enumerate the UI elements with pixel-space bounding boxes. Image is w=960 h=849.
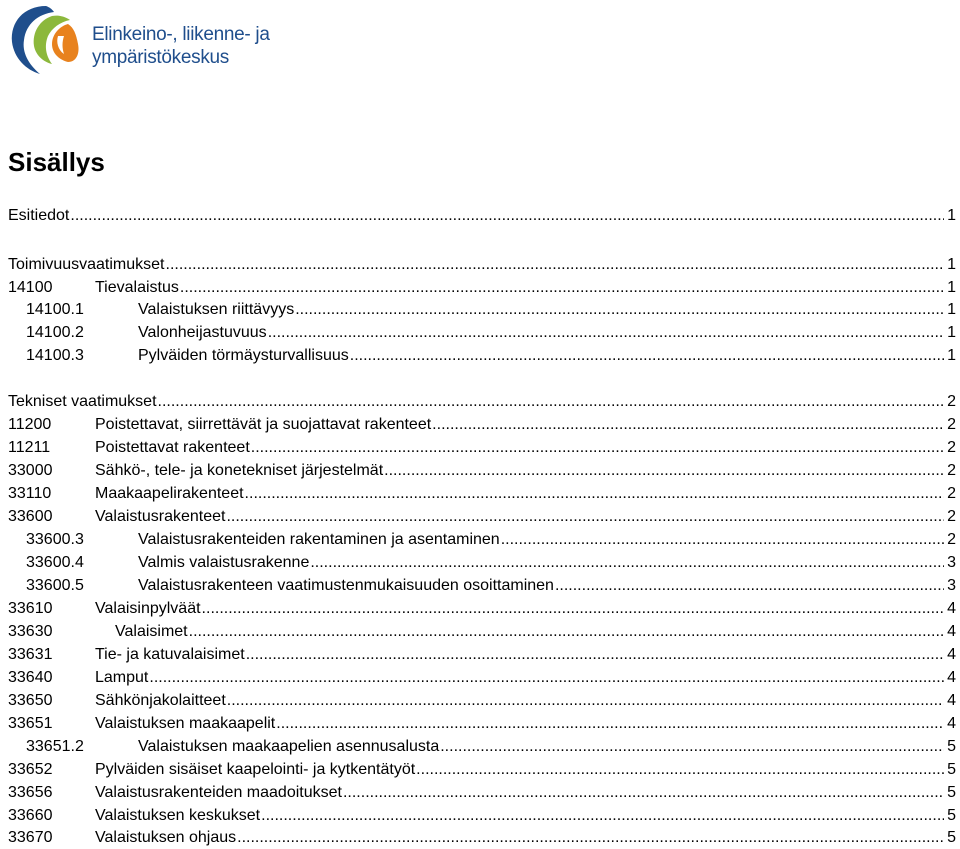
- toc-entry[interactable]: [8, 414, 956, 436]
- toc-entry-number: 33670: [8, 827, 55, 849]
- toc-entry-label: Valmis valaistusrakenne: [138, 552, 310, 574]
- toc-entry-label: Valaisinpylväät: [95, 598, 202, 620]
- toc-entry[interactable]: [8, 621, 956, 643]
- toc-entry-label: Sähkönjakolaitteet: [95, 690, 227, 712]
- toc-entry-page: 2: [944, 391, 956, 413]
- toc-entry-label: Maakaapelirakenteet: [95, 483, 245, 505]
- toc-leader-dots: [251, 437, 944, 459]
- toc-entry[interactable]: [8, 483, 956, 505]
- toc-entry-label: Valaistusrakenteiden rakentaminen ja asentaminen: [138, 529, 501, 551]
- toc-entry-label: Valaistuksen riittävyys: [138, 299, 295, 321]
- toc-entry-page: 1: [944, 299, 956, 321]
- toc-entry-page: 5: [944, 759, 956, 781]
- toc-leader-dots: [226, 506, 944, 528]
- toc-entry-label: Pylväiden sisäiset kaapelointi- ja kytkentätyöt: [95, 759, 416, 781]
- toc-entry[interactable]: [8, 529, 956, 551]
- toc-entry[interactable]: [8, 575, 956, 597]
- toc-entry-number: 33650: [8, 690, 55, 712]
- toc-leader-dots: [440, 736, 944, 758]
- toc-entry-page: 1: [944, 254, 956, 276]
- toc-leader-dots: [276, 713, 944, 735]
- toc-entry-page: 1: [944, 322, 956, 344]
- toc-entry-page: 1: [944, 277, 956, 299]
- toc-entry-label: Tekniset vaatimukset: [8, 391, 158, 413]
- toc-entry[interactable]: [8, 391, 956, 413]
- toc-entry-label: Valaistusrakenteiden maadoitukset: [95, 782, 343, 804]
- toc-leader-dots: [384, 460, 944, 482]
- toc-leader-dots: [237, 827, 944, 849]
- toc-entry-label: Valaistuksen maakaapelit: [95, 713, 276, 735]
- toc-entry[interactable]: [8, 277, 956, 299]
- toc-entry[interactable]: [8, 506, 956, 528]
- toc-entry-label: Valaistuksen maakaapelien asennusalusta: [138, 736, 440, 758]
- toc-leader-dots: [416, 759, 944, 781]
- toc-entry-number: 33600.5: [26, 575, 86, 597]
- toc-entry-number: 33631: [8, 644, 55, 666]
- toc-entry-page: 1: [944, 345, 956, 367]
- page-title: Sisällys: [8, 147, 105, 177]
- toc-entry-label: Toimivuusvaatimukset: [8, 254, 166, 276]
- toc-entry-number: 33652: [8, 759, 55, 781]
- toc-entry-number: 14100: [8, 277, 55, 299]
- toc-entry-number: 33640: [8, 667, 55, 689]
- toc-leader-dots: [555, 575, 944, 597]
- toc-entry-number: 11211: [8, 437, 52, 459]
- toc-entry-label: Pylväiden törmäysturvallisuus: [138, 345, 350, 367]
- toc-entry-page: 1: [944, 205, 956, 227]
- toc-entry-number: 33000: [8, 460, 55, 482]
- toc-entry-label: Tievalaistus: [95, 277, 180, 299]
- toc-entry[interactable]: [8, 598, 956, 620]
- toc-leader-dots: [501, 529, 944, 551]
- toc-entry-number: 33651: [8, 713, 55, 735]
- toc-entry-page: 4: [944, 713, 956, 735]
- toc-entry-number: 33656: [8, 782, 55, 804]
- toc-entry[interactable]: [8, 782, 956, 804]
- toc-leader-dots: [310, 552, 944, 574]
- toc-entry[interactable]: [8, 713, 956, 735]
- ely-logo: [6, 2, 296, 78]
- toc-entry-number: 11200: [8, 414, 53, 436]
- toc-entry-label: Sähkö-, tele- ja konetekniset järjestelmät: [95, 460, 384, 482]
- toc-entry-label: Valaistusrakenteet: [95, 506, 226, 528]
- toc-leader-dots: [189, 621, 944, 643]
- toc-entry-page: 2: [944, 529, 956, 551]
- toc-entry-page: 2: [944, 460, 956, 482]
- toc-entry[interactable]: [8, 460, 956, 482]
- toc-entry[interactable]: [8, 299, 956, 321]
- toc-entry[interactable]: [8, 345, 956, 367]
- toc-entry-label: Esitiedot: [8, 205, 70, 227]
- toc-entry-label: Valaisimet: [115, 621, 189, 643]
- toc-entry-label: Valaistusrakenteen vaatimustenmukaisuuden osoittaminen: [138, 575, 555, 597]
- toc-entry-page: 4: [944, 598, 956, 620]
- toc-entry[interactable]: [8, 827, 956, 849]
- toc-leader-dots: [166, 254, 945, 276]
- toc-entry-number: 33600.4: [26, 552, 86, 574]
- toc-entry-label: Valaistuksen ohjaus: [95, 827, 237, 849]
- toc-leader-dots: [343, 782, 944, 804]
- toc-entry[interactable]: [8, 205, 956, 227]
- logo-line-2: ympäristökeskus: [92, 47, 229, 68]
- toc-entry-label: Poistettavat, siirrettävät ja suojattavat rakenteet: [95, 414, 432, 436]
- toc-entry-number: 33600: [8, 506, 55, 528]
- toc-entry-label: Lamput: [95, 667, 149, 689]
- toc-entry-number: 14100.3: [26, 345, 86, 367]
- toc-leader-dots: [202, 598, 945, 620]
- toc-leader-dots: [180, 277, 944, 299]
- toc-entry-page: 2: [944, 437, 956, 459]
- toc-leader-dots: [245, 483, 945, 505]
- toc-entry[interactable]: [8, 805, 956, 827]
- toc-leader-dots: [295, 299, 944, 321]
- toc-entry-page: 2: [944, 414, 956, 436]
- toc-leader-dots: [149, 667, 944, 689]
- toc-leader-dots: [261, 805, 944, 827]
- toc-entry-number: 33630: [8, 621, 55, 643]
- toc-entry[interactable]: [8, 437, 956, 459]
- toc-entry-page: 5: [944, 782, 956, 804]
- toc-entry[interactable]: [8, 644, 956, 666]
- toc-entry-number: 33610: [8, 598, 55, 620]
- toc-entry-page: 3: [944, 575, 956, 597]
- toc-leader-dots: [350, 345, 944, 367]
- toc-entry[interactable]: [8, 736, 956, 758]
- toc-entry[interactable]: [8, 322, 956, 344]
- toc-leader-dots: [227, 690, 944, 712]
- toc-entry-page: 5: [944, 827, 956, 849]
- toc-entry-page: 5: [944, 736, 956, 758]
- toc-entry-page: 4: [944, 667, 956, 689]
- toc-entry-number: 14100.1: [26, 299, 86, 321]
- toc-leader-dots: [158, 391, 945, 413]
- toc-entry[interactable]: [8, 254, 956, 276]
- toc-entry-number: 33651.2: [26, 736, 86, 758]
- toc-entry-page: 4: [944, 621, 956, 643]
- toc-entry[interactable]: [8, 667, 956, 689]
- logo-line-1: Elinkeino-, liikenne- ja: [92, 24, 270, 45]
- toc-entry-label: Valonheijastuvuus: [138, 322, 268, 344]
- logo-text: [92, 23, 270, 69]
- toc-leader-dots: [268, 322, 944, 344]
- toc-entry-number: 33660: [8, 805, 55, 827]
- toc-entry-number: 33110: [8, 483, 53, 505]
- toc-entry-page: 4: [944, 690, 956, 712]
- toc-entry-label: Poistettavat rakenteet: [95, 437, 251, 459]
- toc-leader-dots: [432, 414, 944, 436]
- toc-entry-number: 33600.3: [26, 529, 86, 551]
- toc-entry-label: Valaistuksen keskukset: [95, 805, 261, 827]
- toc-leader-dots: [246, 644, 944, 666]
- toc-entry-number: 14100.2: [26, 322, 86, 344]
- toc-entry-page: 2: [944, 483, 956, 505]
- toc-entry-page: 3: [944, 552, 956, 574]
- toc-entry[interactable]: [8, 759, 956, 781]
- toc-entry-page: 2: [944, 506, 956, 528]
- toc-leader-dots: [70, 205, 944, 227]
- toc-entry-page: 5: [944, 805, 956, 827]
- toc-entry[interactable]: [8, 690, 956, 712]
- ely-emblem-icon: [6, 2, 86, 78]
- toc-entry[interactable]: [8, 552, 956, 574]
- toc-entry-label: Tie- ja katuvalaisimet: [95, 644, 246, 666]
- toc-entry-page: 4: [944, 644, 956, 666]
